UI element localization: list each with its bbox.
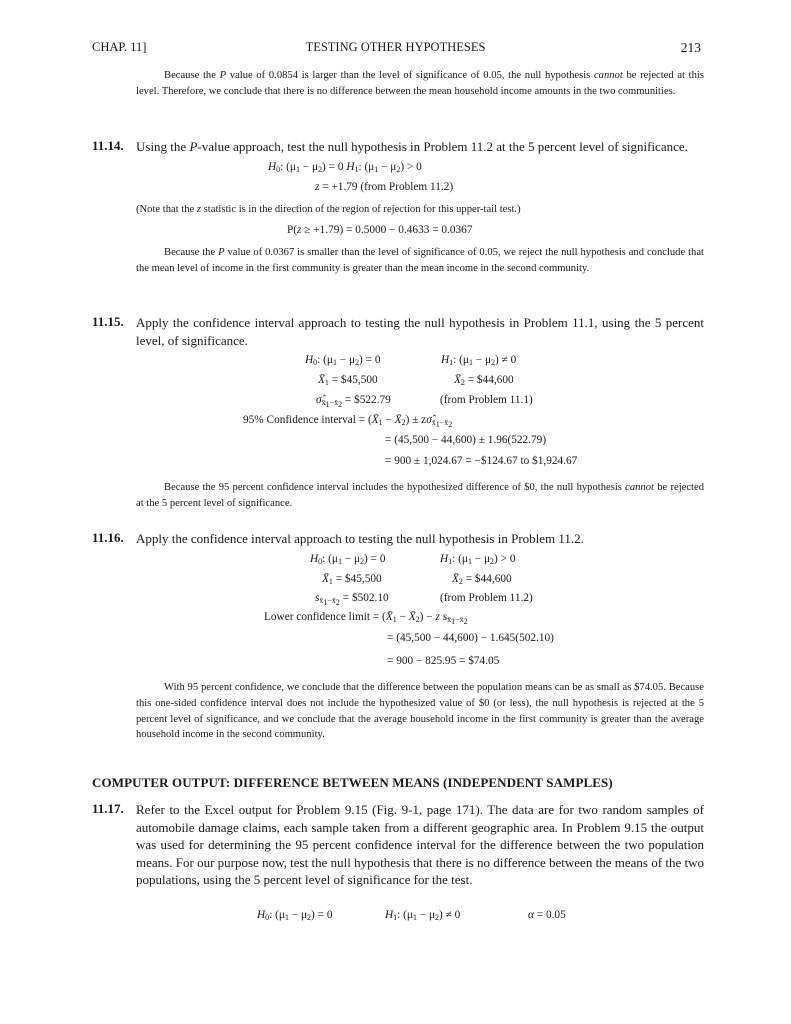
equation: 95% Confidence interval = ($X̄_1$ − $X̄_2$) ± $z\sigmâ_{x̄_1-x̄_2}$ xyxy=(243,414,453,429)
equation: $H_1$: $(\mu_1 - \mu_2) \ne 0$ xyxy=(385,909,461,922)
equation: = 900 ± 1,024.67 = −$124.67 to $1,924.67 xyxy=(385,455,578,467)
equation: (from Problem 11.1) xyxy=(440,394,533,406)
page-number: 213 xyxy=(680,40,701,55)
equation: Lower confidence limit = ($X̄_1$ − $X̄_2) - z$ $s_{x̄_1-x̄_2}$ xyxy=(264,611,468,626)
chapter-label: CHAP. 11] xyxy=(92,40,147,54)
hypotheses: $H_0$: $(\mu_1 - \mu_2) = 0$ $H_1$: $(\mu_1 - \mu_2) > 0$ xyxy=(268,161,422,174)
equation: P(z ≥ +1.79) = 0.5000 − 0.4633 = 0.0367 xyxy=(287,224,473,236)
equation: $s_{x̄_1-x̄_2}$ = $502.10 xyxy=(315,592,389,607)
problem-statement: Apply the confidence interval approach to testing the null hypothesis in Problem 11.2. xyxy=(136,531,584,546)
conclusion: Because the P value of 0.0367 is smaller than the level of significance of 0.05, we reject the null hypothesis and conclude that the mean level of income in the first community is greater than the mean income in the second community. xyxy=(136,247,704,274)
equation: $H_0$: $(\mu_1 - \mu_2) = 0$ xyxy=(257,909,333,922)
conclusion: With 95 percent confidence, we conclude that the difference between the population means can be as small as $74.05. Because this one-sided confidence interval does not include the hypothesized value of $0 (or less), the null hypothesis is rejected at the 5 percent level of significance, and we conclude that the average household income in the first community is greater than the average household income in the second community. xyxy=(136,682,704,741)
equation: z = +1.79 (from Problem 11.2) xyxy=(315,181,454,193)
problem-number: 11.17. xyxy=(92,801,124,816)
running-title: TESTING OTHER HYPOTHESES xyxy=(305,40,486,54)
equation: $H_1$: $(\mu_1 - \mu_2) \ne 0$ xyxy=(441,354,517,367)
equation: $H_0$: $(\mu_1 - \mu_2) = 0$ xyxy=(305,354,381,367)
equation: $H_0$: $(\mu_1 - \mu_2) = 0$ xyxy=(310,553,386,566)
equation: = (45,500 − 44,600) − 1.645(502.10) xyxy=(387,632,554,644)
problem-statement: Refer to the Excel output for Problem 9.15 (Fig. 9-1, page 171). The data are for two random samples of automobile damage claims, each sample taken from a different geographic area. In Problem 9.15 the output was used for determining the 95 percent confidence interval for the difference between the two population means. For our purpose now, test the null hypothesis that there is no difference between the means of the two populations, using the 5 percent level of significance for the test. xyxy=(136,802,704,887)
equation: (from Problem 11.2) xyxy=(440,592,533,604)
intro-paragraph: Because the P value of 0.0854 is larger than the level of significance of 0.05, the null hypothesis cannot be rejected at this level. Therefore, we conclude that there is no difference between the mean household income amounts in the two communities. xyxy=(136,70,704,97)
section-heading: COMPUTER OUTPUT: DIFFERENCE BETWEEN MEANS (INDEPENDENT SAMPLES) xyxy=(92,775,613,790)
problem-statement: Apply the confidence interval approach to testing the null hypothesis in Problem 11.1, using the 5 percent level, of significance. xyxy=(136,315,704,348)
equation: α = 0.05 xyxy=(528,909,566,921)
equation: $\sigmâ_{x̄_1-x̄_2}$ = $522.79 xyxy=(316,394,391,409)
conclusion: Because the 95 percent confidence interval includes the hypothesized difference of $0, the null hypothesis cannot be rejected at the 5 percent level of significance. xyxy=(136,482,704,509)
equation: $X̄_1$ = $45,500 xyxy=(318,374,378,387)
problem-number: 11.15. xyxy=(92,314,124,329)
equation: $X̄_2$ = $44,600 xyxy=(454,374,514,387)
problem-number: 11.16. xyxy=(92,530,124,545)
equation: = 900 − 825.95 = $74.05 xyxy=(387,655,500,667)
equation: $X̄_2$ = $44,600 xyxy=(452,573,512,586)
problem-statement: Using the P-value approach, test the null hypothesis in Problem 11.2 at the 5 percent level of significance. xyxy=(136,139,688,154)
note: (Note that the z statistic is in the direction of the region of rejection for this upper-tail test.) xyxy=(136,204,521,215)
equation: $X̄_1$ = $45,500 xyxy=(322,573,382,586)
equation: = (45,500 − 44,600) ± 1.96(522.79) xyxy=(385,434,547,446)
problem-number: 11.14. xyxy=(92,138,124,153)
equation: $H_1$: $(\mu_1 - \mu_2) > 0$ xyxy=(440,553,516,566)
